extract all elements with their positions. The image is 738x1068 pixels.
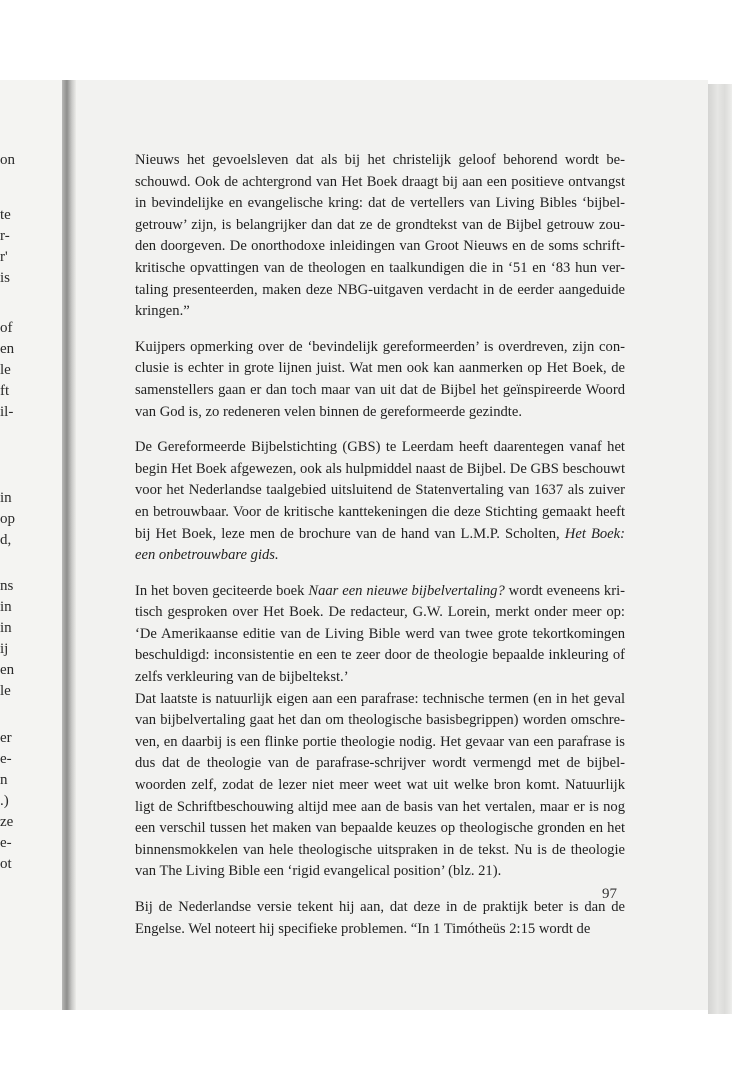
left-page-fragment: in [0, 599, 12, 615]
page-number: 97 [602, 886, 617, 902]
left-page-fragment: ze [0, 814, 14, 830]
left-page-fragment: le [0, 683, 11, 699]
left-page-fragment: of [0, 320, 13, 336]
left-page-fragment: e- [0, 835, 12, 851]
left-page-fragment: d, [0, 532, 12, 548]
italic-text: Het Boek: een onbetrouwbare gids. [135, 525, 625, 564]
paragraph-text: In het boven geciteerde boek [135, 582, 309, 599]
left-page-fragment: te [0, 207, 11, 223]
paragraph-text: De Gereformeerde Bijbelstichting (GBS) te Leerdam heeft daarentegen vanaf het begin Het Boek afgewezen, ook als hulpmiddel naast de Bijbel. De GBS beschouwt voor het Nederlandse taalgebied uitsluitend de Statenvertaling van 1637 als zuiver en betrouwbaar. Voor de kritische kanttekeningen die deze Stichting gemaakt heeft bij Het Boek, leze men de brochure van de hand van L.M.P. Scholten, [135, 439, 625, 542]
left-page-fragment: in [0, 490, 12, 506]
paragraph-text: Kuijpers opmerking over de ‘bevindelijk gereformeerden’ is overdreven, zijn con-clusie is echter in grote lijnen juist. Wat men ook kan aanmerken op Het Boek, de samenstellers gaan er dan toch maar van uit dat de Bijbel het geïnspireerde Woord van God is, zo redeneren velen binnen de gereformeerde gezindte. [135, 338, 625, 420]
paragraph [135, 897, 625, 940]
paragraph-text: Dat laatste is natuurlijk eigen aan een parafrase: technische termen (en in het geval van bijbelvertaling gaat het dan om theologische basisbegrippen) worden omschre-ven, en daarbij is een flinke portie theologie nodig. Het gevaar van een parafrase is dus dat de theologie van de parafrase-schrijver wordt vermengd met de bijbel-woorden zelf, zodat de lezer niet meer weet wat uit welke bron komt. Natuurlijk ligt de Schriftbeschouwing altijd mee aan de basis van het vertalen, maar er is nog een verschil tussen het maken van bepaalde keuzes op theologische gronden en het binnensmokkelen van hele theologische uitspraken in de tekst. Nu is de theologie van The Living Bible een ‘rigid evangelical position’ (blz. 21). [135, 690, 625, 880]
paragraph [135, 337, 625, 423]
left-page-fragment: n [0, 772, 8, 788]
left-page-fragment: ns [0, 578, 14, 594]
left-page-fragment: ot [0, 856, 12, 872]
italic-text: Naar een nieuwe bijbelvertaling? [308, 582, 505, 599]
left-page-fragment: ij [0, 641, 9, 657]
page-edge [708, 84, 732, 1014]
left-page-fragment: ft [0, 383, 10, 399]
paragraph [135, 150, 625, 323]
left-page-fragment: en [0, 341, 15, 357]
paragraph [135, 437, 625, 567]
left-page-fragment: e- [0, 751, 12, 767]
left-page-fragment: r' [0, 249, 8, 265]
left-page-fragment: in [0, 620, 12, 636]
left-page-fragment: r- [0, 228, 10, 244]
left-page-fragment: il- [0, 404, 14, 420]
paragraph [135, 689, 625, 883]
paragraph [135, 581, 625, 689]
left-page-fragment: is [0, 270, 11, 286]
book-gutter [62, 80, 76, 1010]
paragraph-text: wordt eveneens kri-tisch gesproken over Het Boek. De redacteur, G.W. Lorein, merkt onder meer op: ‘De Amerikaanse editie van de Living Bible werd van twee grote tekortkomingen beschuldigd: inconsistentie en een te zeer door de theologie bepaalde inkleuring of zelfs verkleuring van de bijbeltekst.’ [135, 582, 625, 686]
left-page-fragment: op [0, 511, 15, 527]
left-page-fragment: le [0, 362, 11, 378]
left-page-fragment: on [0, 152, 15, 168]
left-page-fragment: en [0, 662, 15, 678]
body-text [135, 150, 625, 954]
left-page [0, 80, 62, 1010]
paragraph-text: Bij de Nederlandse versie tekent hij aan, dat deze in de praktijk beter is dan de Engelse. Wel noteert hij specifieke problemen. “In 1 Timótheüs 2:15 wordt de [135, 899, 625, 937]
left-page-fragment: er [0, 730, 12, 746]
paragraph-text: Nieuws het gevoelsleven dat als bij het christelijk geloof behorend wordt be-schouwd. Ook de achtergrond van Het Boek draagt bij aan een positieve ontvangst in bevindelijke en evangelische kring: dat de vertellers van Living Bibles ‘bijbel-getrouw’ zijn, is belangrijker dan dat ze de grondtekst van de Bijbel getrouw zou-den doorgeven. De onorthodoxe inleidingen van Groot Nieuws en de soms schrift-kritische opvattingen van de theologen en taalkundigen die in ‘51 en ‘83 hun ver-taling presenteerden, maken deze NBG-uitgaven verdacht in de eerder aangeduide kringen.” [135, 152, 625, 320]
left-page-fragment: .) [0, 793, 9, 809]
